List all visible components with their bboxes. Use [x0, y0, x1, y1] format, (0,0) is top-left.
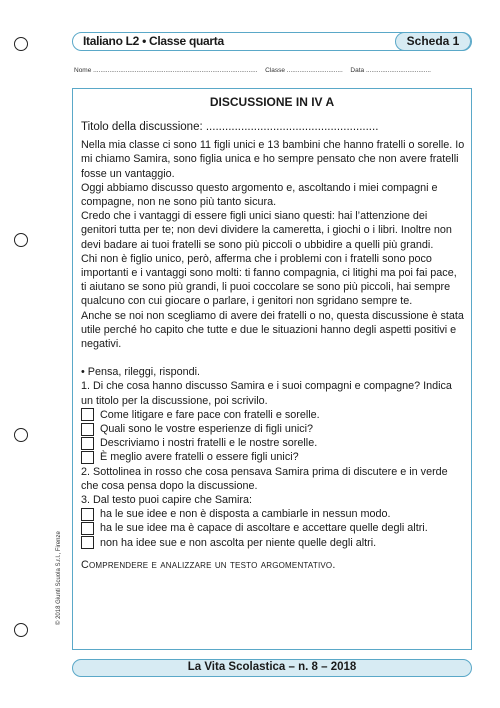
option-label: non ha idee sue e non ascolta per niente quelle degli altri.	[100, 536, 377, 549]
paragraph-5: Anche se noi non scegliamo di avere dei fratelli o no, questa discussione è stata utile perché ho capito che tutte e due le situazioni hanno degli aspetti positivi e negativi.	[81, 309, 464, 351]
worksheet-content	[81, 120, 465, 572]
checkbox[interactable]	[81, 423, 94, 436]
header-bar	[72, 32, 472, 51]
page-title: DISCUSSIONE IN IV A	[209, 95, 335, 109]
option-label: ha le sue idee ma è capace di ascoltare e accettare quelle degli altri.	[100, 522, 428, 535]
checkbox[interactable]	[81, 437, 94, 450]
checkbox[interactable]	[81, 536, 94, 549]
q1-option-2[interactable]	[81, 422, 465, 436]
paragraph-4: Chi non è figlio unico, però, afferma che i problemi con i fratelli sono poco importanti e i vantaggi sono molti: ti fanno compagnia, ci litighi ma poi fai pace, ti aiutano se sono più grandi, li puoi coccolare se sono più piccoli, hai sempre qualcuno con cui giocare o parlare, i genitori non sgridano sempre te.	[81, 252, 457, 308]
option-label: Descriviamo i nostri fratelli e le nostre sorelle.	[100, 437, 318, 450]
q1-option-1[interactable]	[81, 408, 465, 422]
skill-label: Comprendere e analizzare un testo argomentativo.	[81, 558, 336, 571]
discussion-title-prompt[interactable]: Titolo della discussione: ......................................................	[81, 121, 379, 133]
exercise-instruction: • Pensa, rileggi, rispondi.	[81, 366, 201, 379]
binder-hole-1	[14, 37, 28, 51]
question-3: 3. Dal testo puoi capire che Samira:	[81, 494, 253, 507]
header-title: Italiano L2 • Classe quarta	[83, 34, 224, 48]
paragraph-1: Nella mia classe ci sono 11 figli unici e 13 bambini che hanno fratelli o sorelle. Io mi chiamo Samira, sono figlia unica e ho sempre pensato che non avere fratelli fosse un vantaggio.	[81, 139, 465, 180]
worksheet-box	[72, 88, 472, 650]
binder-hole-4	[14, 623, 28, 637]
sheet-label: Scheda 1	[395, 32, 471, 51]
question-1: 1. Di che cosa hanno discusso Samira e i suoi compagni e compagne? Indica un titolo per la discussione, poi scrivilo.	[81, 380, 452, 407]
q3-option-2[interactable]	[81, 521, 465, 535]
footer-bar: La Vita Scolastica – n. 8 – 2018	[72, 659, 472, 677]
q3-option-3[interactable]	[81, 536, 465, 550]
name-field[interactable]: Nome ...........................................................................................	[74, 67, 258, 74]
q1-option-3[interactable]	[81, 436, 465, 450]
binder-hole-3	[14, 428, 28, 442]
option-label: Quali sono le vostre esperienze di figli unici?	[100, 423, 314, 436]
binder-hole-2	[14, 233, 28, 247]
date-field[interactable]: Data ....................................	[350, 67, 431, 74]
q1-option-4[interactable]	[81, 450, 465, 464]
option-label: ha le sue idee e non è disposta a cambiarle in nessun modo.	[100, 508, 391, 521]
class-field[interactable]: Classe ...............................	[265, 67, 343, 74]
paragraph-3: Credo che i vantaggi di essere figli unici siano questi: hai l’attenzione dei genitori tutta per te; non devi dividere la cameretta, i giochi o i libri. Inoltre non devi badare ai tuoi fratelli se sono più piccoli o ubbidire a quelli più grandi.	[81, 210, 452, 251]
paragraph-2: Oggi abbiamo discusso questo argomento e, ascoltando i miei compagni e compagne, non ne sono più tanto sicura.	[81, 181, 438, 209]
option-label: È meglio avere fratelli o essere figli unici?	[100, 451, 299, 464]
checkbox[interactable]	[81, 508, 94, 521]
checkbox[interactable]	[81, 451, 94, 464]
student-info-line	[74, 67, 474, 74]
copyright-notice: © 2018 Giunti Scuola S.r.l., Firenze	[56, 531, 62, 625]
question-2: 2. Sottolinea in rosso che cosa pensava Samira prima di discutere e in verde che cosa pensa dopo la discussione.	[81, 465, 448, 492]
checkbox[interactable]	[81, 522, 94, 535]
q3-option-1[interactable]	[81, 507, 465, 521]
option-label: Come litigare e fare pace con fratelli e sorelle.	[100, 408, 320, 421]
checkbox[interactable]	[81, 408, 94, 421]
